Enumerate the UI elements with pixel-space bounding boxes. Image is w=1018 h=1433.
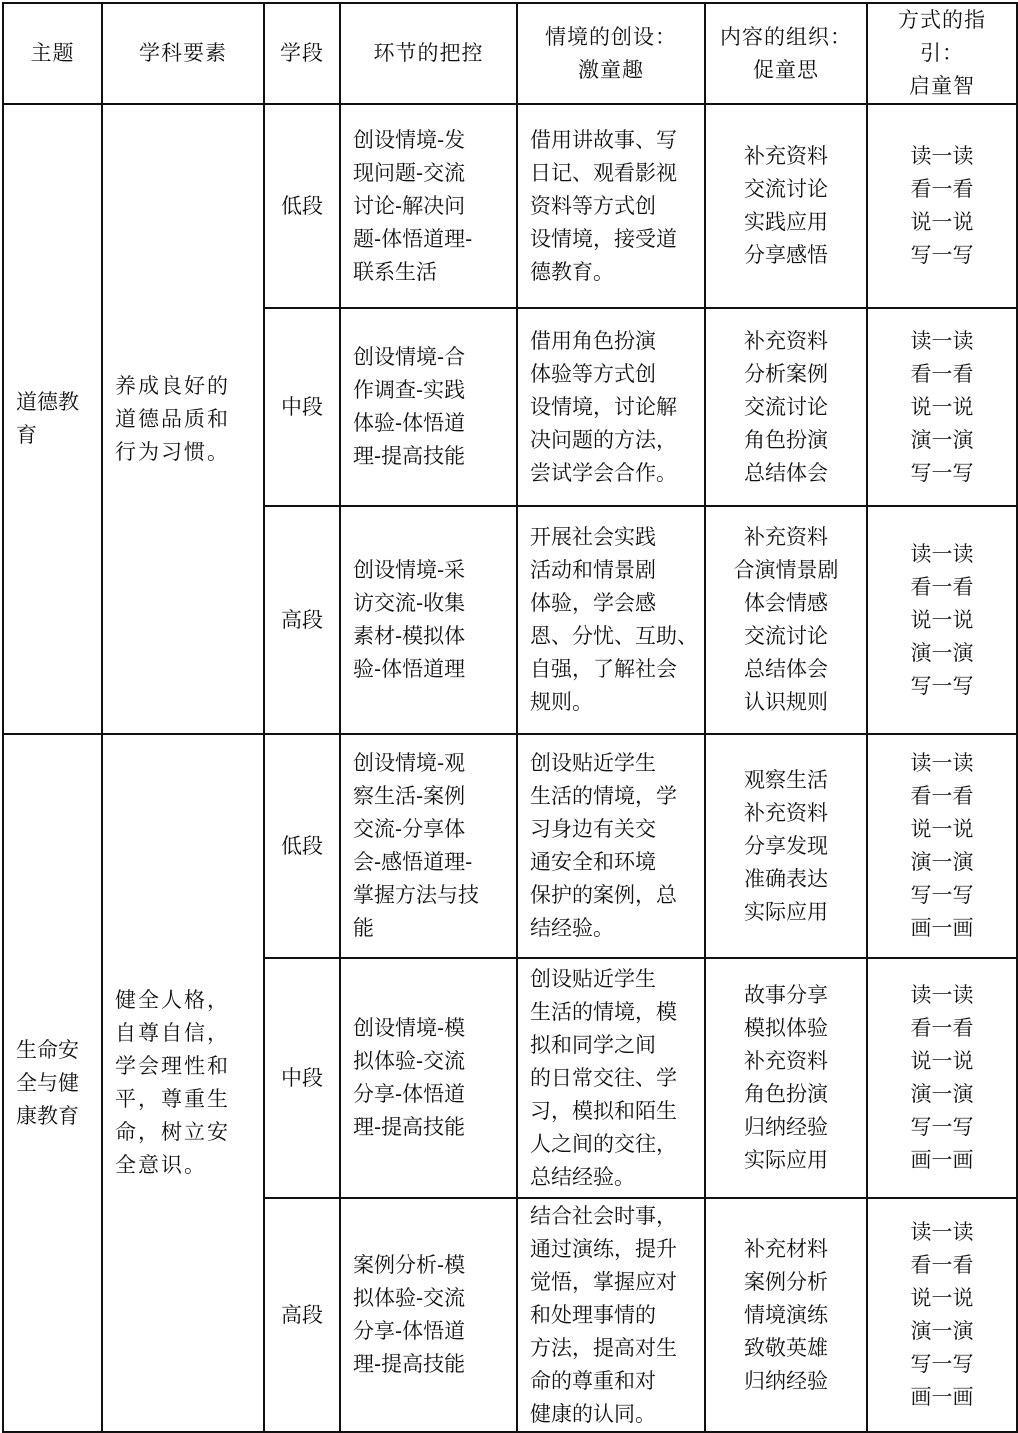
content-cell: 故事分享 模拟体验 补充资料 角色扮演 归纳经验 实际应用 [705,958,867,1198]
scenario-cell: 创设贴近学生 生活的情境，模 拟和同学之间 的日常交往、学 习，模拟和陌生 人之间的交往， 总结经验。 [517,958,705,1198]
content-cell: 补充材料 案例分析 情境演练 致敬英雄 归纳经验 [705,1198,867,1432]
header-steps: 环节的把控 [340,3,517,104]
element-cell: 养成良好的道德品质和行为习惯。 [102,104,264,734]
content-cell: 观察生活 补充资料 分享发现 准确表达 实际应用 [705,734,867,958]
steps-cell: 创设情境-模 拟体验-交流 分享-体悟道 理-提高技能 [340,958,517,1198]
methods-cell: 读一读 看一看 说一说 写一写 [867,104,1017,308]
methods-cell: 读一读 看一看 说一说 演一演 写一写 画一画 [867,1198,1017,1432]
steps-cell: 创设情境-发 现问题-交流 讨论-解决问 题-体悟道理- 联系生活 [340,104,517,308]
content-cell: 补充资料 合演情景剧 体会情感 交流讨论 总结体会 认识规则 [705,506,867,734]
scenario-cell: 开展社会实践 活动和情景剧 体验，学会感 恩、分忧、互助、 自强，了解社会 规则。 [517,506,705,734]
header-stage: 学段 [264,3,340,104]
header-element: 学科要素 [102,3,264,104]
content-cell: 补充资料 交流讨论 实践应用 分享感悟 [705,104,867,308]
element-cell: 健全人格，自尊自信，学会理性和平，尊重生命，树立安全意识。 [102,734,264,1432]
header-scenario: 情境的创设： 激童趣 [517,3,705,104]
scenario-cell: 结合社会时事， 通过演练，提升 觉悟，掌握应对 和处理事情的 方法，提高对生 命的尊重和对 健康的认同。 [517,1198,705,1432]
steps-cell: 创设情境-合 作调查-实践 体验-体悟道 理-提高技能 [340,308,517,506]
stage-cell: 低段 [264,104,340,308]
theme-cell: 生命安全与健康教育 [3,734,102,1432]
scenario-cell: 借用讲故事、写 日记、观看影视 资料等方式创 设情境，接受道 德教育。 [517,104,705,308]
table-row [3,734,1017,958]
methods-cell: 读一读 看一看 说一说 演一演 写一写 画一画 [867,734,1017,958]
methods-cell: 读一读 看一看 说一说 演一演 写一写 画一画 [867,958,1017,1198]
methods-cell: 读一读 看一看 说一说 演一演 写一写 [867,506,1017,734]
header-theme: 主题 [3,3,102,104]
steps-cell: 创设情境-观 察生活-案例 交流-分享体 会-感悟道理- 掌握方法与技 能 [340,734,517,958]
header-content: 内容的组织： 促童思 [705,3,867,104]
content-cell: 补充资料 分析案例 交流讨论 角色扮演 总结体会 [705,308,867,506]
header-row [3,3,1017,104]
steps-cell: 创设情境-采 访交流-收集 素材-模拟体 验-体悟道理 [340,506,517,734]
stage-cell: 中段 [264,308,340,506]
stage-cell: 中段 [264,958,340,1198]
table-row [3,104,1017,308]
stage-cell: 低段 [264,734,340,958]
methods-cell: 读一读 看一看 说一说 演一演 写一写 [867,308,1017,506]
stage-cell: 高段 [264,1198,340,1432]
theme-cell: 道德教育 [3,104,102,734]
scenario-cell: 创设贴近学生 生活的情境，学 习身边有关交 通安全和环境 保护的案例，总 结经验。 [517,734,705,958]
steps-cell: 案例分析-模 拟体验-交流 分享-体悟道 理-提高技能 [340,1198,517,1432]
stage-cell: 高段 [264,506,340,734]
scenario-cell: 借用角色扮演 体验等方式创 设情境，讨论解 决问题的方法， 尝试学会合作。 [517,308,705,506]
curriculum-table [2,2,1018,1433]
header-methods: 方式的指引： 启童智 [867,3,1017,104]
